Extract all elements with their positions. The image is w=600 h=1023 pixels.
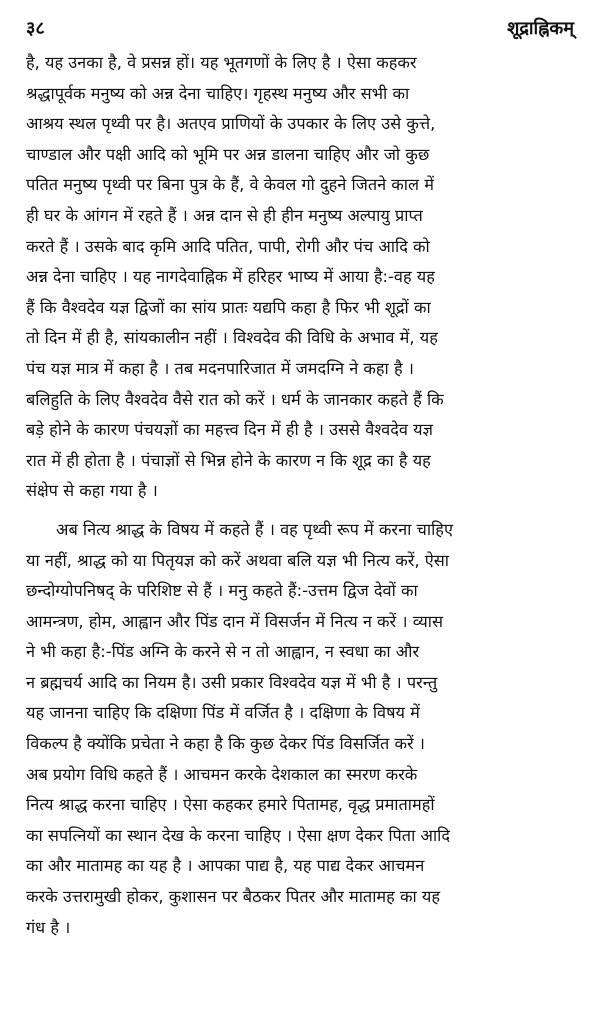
text-line: बड़े होने के कारण पंचयज्ञों का महत्त्व दिन में ही है । उससे वैश्वदेव यज्ञ	[26, 420, 433, 440]
text-line: यह जानना चाहिए कि दक्षिणा पिंड में वर्जित है । दक्षिणा के विषय में	[26, 703, 420, 723]
text-line: पतित मनुष्य पृथ्वी पर बिना पुत्र के हैं, वे केवल गो दुहने जितने काल में	[26, 175, 434, 195]
text-line: श्रद्धापूर्वक मनुष्य को अन्न देना चाहिए। गृहस्थ मनुष्य और सभी का	[26, 83, 410, 103]
text-line: हैं कि वैश्वदेव यज्ञ द्विजों का सांय प्रातः यद्यपि कहा है फिर भी शूद्रों का	[26, 297, 431, 317]
text-line: है, यह उनका है, वे प्रसन्न हों। यह भूतगणों के लिए है । ऐसा कहकर	[26, 53, 417, 72]
text-line: या नहीं, श्राद्ध को या पितृयज्ञ को करें अथवा बलि यज्ञ भी नित्य करें, ऐसा	[26, 550, 450, 570]
text-line: आश्रय स्थल पृथ्वी पर है। अतएव प्राणियों के उपकार के लिए उसे कुत्ते,	[26, 114, 436, 134]
text-line: रात में ही होता है । पंचाज्ञों से भिन्न होने के कारण न कि शूद्र का है यह	[26, 450, 431, 470]
paragraph-2	[26, 515, 574, 943]
running-title: शूद्राह्निकम्	[507, 18, 574, 39]
text-line: का सपत्नियों का स्थान देख के करना चाहिए । ऐसा क्षण देकर पिता आदि	[26, 825, 450, 845]
text-line: करते हैं । उसके बाद कृमि आदि पतित, पापी, रोगी और पंच आदि को	[26, 236, 430, 256]
text-line: नित्य श्राद्ध करना चाहिए । ऐसा कहकर हमारे पितामह, वृद्ध प्रमातामहों	[26, 795, 435, 815]
text-line: विकल्प है क्योंकि प्रचेता ने कहा है कि कुछ देकर पिंड विसर्जित करें ।	[26, 734, 425, 754]
text-line: चाण्डाल और पक्षी आदि को भूमि पर अन्न डालना चाहिए और जो कुछ	[26, 144, 430, 164]
paragraph-1	[26, 48, 574, 507]
text-line: ही घर के आंगन में रहते हैं । अन्न दान से ही हीन मनुष्य अल्पायु प्राप्त	[26, 205, 423, 225]
text-line: बलिहुति के लिए वैश्वदेव वैसे रात को करें । धर्म के जानकार कहते हैं कि	[26, 389, 444, 409]
text-line: गंध है ।	[26, 917, 71, 937]
text-line: पंच यज्ञ मात्र में कहा है । तब मदनपारिजात में जमदग्नि ने कहा है ।	[26, 358, 414, 378]
text-line: तो दिन में ही है, सांयकालीन नहीं । विश्वदेव की विधि के अभाव में, यह	[26, 328, 438, 348]
text-line: अब प्रयोग विधि कहते हैं । आचमन करके देशकाल का स्मरण करके	[26, 764, 418, 784]
text-line: अन्न देना चाहिए । यह नागदेवाह्निक में हरिहर भाष्य में आया है:-वह यह	[26, 267, 435, 287]
text-line: करके उत्तरामुखी होकर, कुशासन पर बैठकर पितर और मातामह का यह	[26, 887, 440, 907]
paragraph-spacer	[26, 507, 574, 515]
text-line: संक्षेप से कहा गया है ।	[26, 481, 158, 501]
text-line: न ब्रह्मचर्य आदि का नियम है। उसी प्रकार विश्वदेव यज्ञ में भी है । परन्तु	[26, 672, 438, 692]
text-line: आमन्त्रण, होम, आह्वान और पिंड दान में विसर्जन में नित्य न करें । व्यास	[26, 611, 443, 631]
text-line: का और मातामह का यह है । आपका पाद्य है, यह पाद्य देकर आचमन	[26, 856, 425, 876]
text-line: अब नित्य श्राद्ध के विषय में कहते हैं । वह पृथ्वी रूप में करना चाहिए	[56, 519, 453, 539]
page-number: ३८	[26, 18, 45, 39]
page-header	[26, 14, 574, 48]
text-line: ने भी कहा है:-पिंड अग्नि के करने से न तो आह्वान, न स्वधा का और	[26, 642, 420, 662]
text-line: छन्दोग्योपनिषद् के परिशिष्ट से हैं । मनु कहते हैं:-उत्तम द्विज देवों का	[26, 581, 418, 601]
